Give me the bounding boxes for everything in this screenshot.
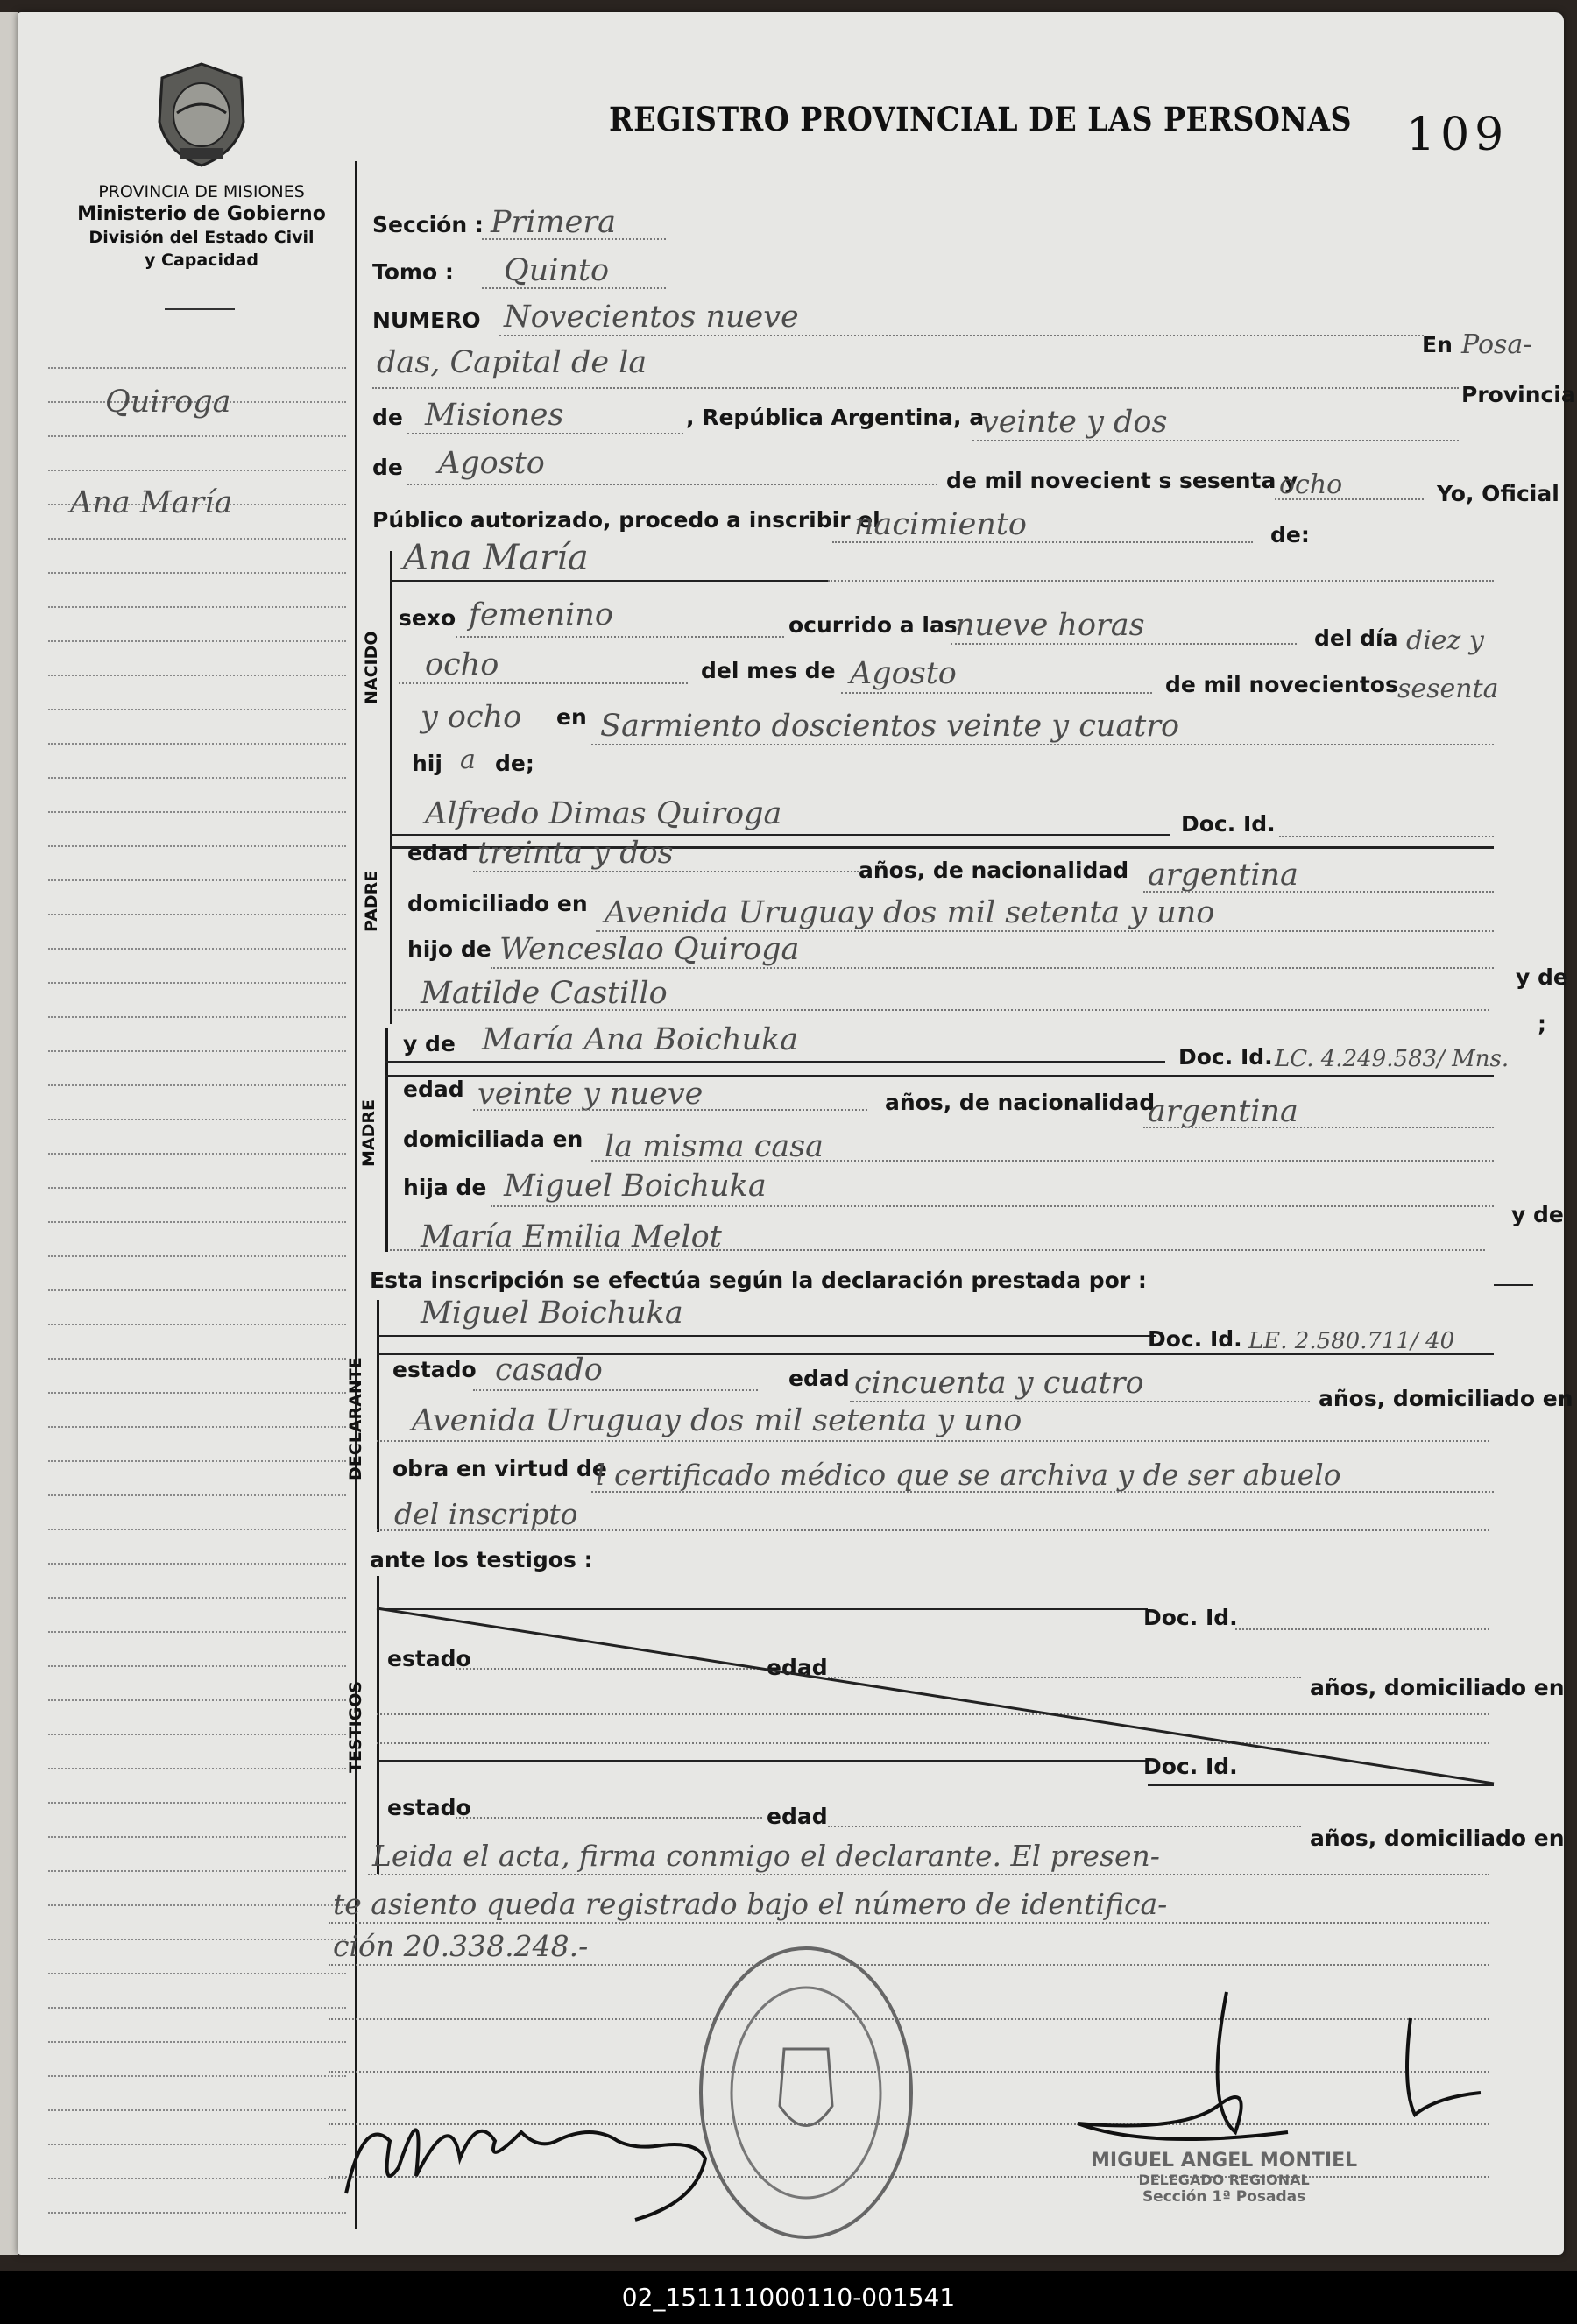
section-nacido: NACIDO bbox=[362, 631, 381, 704]
org-capacity: y Capacidad bbox=[145, 251, 258, 270]
label-madre-y-de2: y de bbox=[1511, 1202, 1564, 1227]
margin-line bbox=[48, 2041, 346, 2043]
label-domiciliada: domiciliada en bbox=[403, 1127, 583, 1152]
margin-line bbox=[48, 1119, 346, 1120]
margin-line bbox=[48, 1631, 346, 1633]
label-anos-domiciliado: años, domiciliado en bbox=[1319, 1386, 1573, 1411]
label-testigo2-anos: años, domiciliado en bbox=[1310, 1826, 1565, 1851]
label-publico: Público autorizado, procedo a inscribir el bbox=[372, 507, 880, 533]
label-estado: estado bbox=[392, 1357, 477, 1382]
label-padre-anos: años, de nacionalidad bbox=[859, 858, 1129, 883]
label-seccion: Sección : bbox=[372, 212, 484, 237]
margin-line bbox=[48, 1324, 346, 1325]
margin-line bbox=[48, 982, 346, 984]
margin-surname: Quiroga bbox=[105, 385, 231, 420]
margin-line bbox=[48, 1460, 346, 1462]
label-de-3: de: bbox=[1270, 522, 1310, 547]
field-obra-1: l certificado médico que se archiva y de ser abuelo bbox=[596, 1458, 1341, 1492]
margin-line bbox=[48, 879, 346, 881]
label-testigo1-estado: estado bbox=[387, 1646, 471, 1671]
margin-line bbox=[48, 1836, 346, 1838]
field-padre-nombre: Alfredo Dimas Quiroga bbox=[425, 796, 782, 831]
field-padre-hijo-de-2: Matilde Castillo bbox=[421, 976, 668, 1011]
margin-line bbox=[48, 1187, 346, 1189]
field-dia2: ocho bbox=[425, 647, 499, 682]
margin-line bbox=[48, 1084, 346, 1086]
label-madre-edad: edad bbox=[403, 1077, 464, 1102]
margin-line bbox=[48, 2212, 346, 2214]
margin-line bbox=[48, 1494, 346, 1496]
label-padre-y-de: y de bbox=[1516, 964, 1568, 990]
margin-line bbox=[48, 572, 346, 574]
margin-line bbox=[48, 948, 346, 950]
field-numero: Novecientos nueve bbox=[504, 300, 799, 335]
label-testigo2-estado: estado bbox=[387, 1795, 471, 1820]
margin-line bbox=[48, 1426, 346, 1428]
margin-given-name: Ana María bbox=[70, 485, 233, 520]
field-obra-2: del inscripto bbox=[394, 1497, 578, 1531]
label-padre-edad: edad bbox=[407, 840, 469, 865]
field-acto: nacimiento bbox=[854, 507, 1027, 542]
field-padre-edad: treinta y dos bbox=[477, 836, 674, 871]
provincial-emblem-icon bbox=[149, 60, 254, 170]
margin-line bbox=[48, 470, 346, 471]
margin-line bbox=[48, 1597, 346, 1599]
label-en: En bbox=[1422, 332, 1453, 357]
label-hij: hij bbox=[412, 751, 442, 776]
official-signature bbox=[1025, 1983, 1507, 2246]
margin-line bbox=[48, 914, 346, 915]
label-sexo: sexo bbox=[399, 605, 456, 631]
field-declarante-nombre: Miguel Boichuka bbox=[421, 1296, 683, 1331]
field-anio: ocho bbox=[1279, 470, 1343, 500]
label-de-mil: de mil novecient s sesenta y bbox=[946, 468, 1298, 493]
label-esta-inscripcion: Esta inscripción se efectúa según la declaración prestada por : bbox=[370, 1268, 1147, 1293]
org-province: PROVINCIA DE MISIONES bbox=[98, 182, 305, 201]
page-title: REGISTRO PROVINCIAL DE LAS PERSONAS bbox=[609, 100, 1353, 138]
label-declarante-doc: Doc. Id. bbox=[1148, 1326, 1242, 1352]
official-seal bbox=[683, 1918, 937, 2268]
label-ante-testigos: ante los testigos : bbox=[370, 1547, 593, 1572]
margin-line bbox=[48, 2178, 346, 2179]
field-declarante-domicilio: Avenida Uruguay dos mil setenta y uno bbox=[412, 1403, 1022, 1438]
margin-line bbox=[48, 811, 346, 813]
field-lugar2: das, Capital de la bbox=[377, 345, 647, 380]
field-mes: Agosto bbox=[850, 656, 957, 691]
label-testigo1-doc: Doc. Id. bbox=[1143, 1605, 1238, 1630]
label-semicolon: ; bbox=[1538, 1011, 1546, 1036]
margin-line bbox=[48, 2109, 346, 2111]
label-hijo-de: hijo de bbox=[407, 936, 491, 962]
section-padre: PADRE bbox=[362, 870, 381, 932]
margin-line bbox=[48, 2007, 346, 2009]
field-madre-hija-de-2: María Emilia Melot bbox=[421, 1219, 722, 1254]
margin-line bbox=[48, 1255, 346, 1257]
label-del-dia: del día bbox=[1314, 625, 1398, 651]
margin-line bbox=[48, 1529, 346, 1530]
label-testigo2-edad: edad bbox=[767, 1804, 828, 1829]
field-padre-hijo-de-1: Wenceslao Quiroga bbox=[499, 932, 800, 967]
birth-register-page bbox=[18, 12, 1576, 2255]
label-madre-doc: Doc. Id. bbox=[1178, 1044, 1273, 1070]
label-de-2: de bbox=[372, 455, 403, 480]
field-madre-doc: LC. 4.249.583/ Mns. bbox=[1275, 1046, 1510, 1072]
margin-line bbox=[48, 1870, 346, 1872]
image-caption: 02_151111000110-001541 bbox=[0, 2271, 1577, 2324]
closing-line-3: ción 20.338.248.- bbox=[333, 1929, 589, 1963]
margin-line bbox=[48, 606, 346, 608]
margin-line bbox=[48, 1734, 346, 1735]
field-declarante-doc: LE. 2.580.711/ 40 bbox=[1248, 1328, 1455, 1354]
stamp-official-role: DELEGADO REGIONAL bbox=[1138, 2172, 1310, 2188]
margin-line bbox=[48, 367, 346, 369]
field-seccion: Primera bbox=[491, 205, 616, 240]
margin-line bbox=[48, 1392, 346, 1394]
field-sexo: femenino bbox=[469, 597, 613, 632]
label-de-mil-2: de mil novecientos bbox=[1165, 672, 1398, 697]
field-madre-hija-de-1: Miguel Boichuka bbox=[504, 1169, 767, 1204]
margin-line bbox=[48, 1802, 346, 1804]
label-hija-de: hija de bbox=[403, 1175, 487, 1200]
margin-line bbox=[48, 2144, 346, 2145]
field-fecha-dia: veinte y dos bbox=[981, 405, 1168, 440]
margin-line bbox=[48, 777, 346, 779]
margin-line bbox=[48, 1973, 346, 1974]
page-number: 109 bbox=[1406, 109, 1510, 161]
section-testigos: TESTIGOS bbox=[346, 1680, 365, 1773]
section-madre: MADRE bbox=[359, 1099, 378, 1167]
margin-line bbox=[48, 538, 346, 540]
declarant-signature bbox=[329, 2062, 740, 2237]
field-declarante-estado: casado bbox=[495, 1353, 603, 1388]
margin-line bbox=[48, 1699, 346, 1701]
label-testigo1-edad: edad bbox=[767, 1655, 828, 1680]
closing-line-1: Leida el acta, firma conmigo el declarante. El presen- bbox=[372, 1839, 1160, 1873]
margin-line bbox=[48, 2075, 346, 2077]
label-numero: NUMERO bbox=[372, 307, 481, 333]
field-hij-suffix: a bbox=[460, 745, 476, 775]
margin-line bbox=[48, 640, 346, 642]
margin-line bbox=[48, 675, 346, 676]
field-tomo: Quinto bbox=[504, 253, 610, 288]
margin-line bbox=[48, 1563, 346, 1565]
label-testigo1-anos: años, domiciliado en bbox=[1310, 1675, 1565, 1700]
field-madre-edad: veinte y nueve bbox=[477, 1077, 704, 1112]
margin-line bbox=[48, 709, 346, 710]
field-provincia: Misiones bbox=[425, 398, 564, 433]
field-madre-nombre: María Ana Boichuka bbox=[482, 1022, 799, 1057]
testigos-void-line bbox=[377, 1608, 1498, 1784]
field-anio1: sesenta bbox=[1397, 674, 1499, 704]
field-padre-nacionalidad: argentina bbox=[1148, 858, 1298, 893]
margin-line bbox=[48, 435, 346, 437]
label-ocurrido: ocurrido a las bbox=[788, 612, 958, 638]
label-de-1: de bbox=[372, 405, 403, 430]
label-yo-oficial: Yo, Oficial bbox=[1437, 481, 1559, 506]
label-en-2: en bbox=[556, 704, 587, 730]
margin-line bbox=[48, 1289, 346, 1291]
margin-line bbox=[48, 1221, 346, 1223]
label-de-4: de; bbox=[495, 751, 534, 776]
margin-line bbox=[48, 1665, 346, 1667]
margin-line bbox=[48, 743, 346, 745]
label-republica: , República Argentina, a bbox=[686, 405, 985, 430]
label-padre-dom: domiciliado en bbox=[407, 891, 588, 916]
field-nombre: Ana María bbox=[403, 538, 589, 578]
label-provincia: Provincia bbox=[1461, 382, 1576, 407]
margin-line bbox=[48, 1016, 346, 1018]
org-ministry: Ministerio de Gobierno bbox=[77, 203, 326, 225]
label-tomo: Tomo : bbox=[372, 259, 454, 285]
margin-line bbox=[48, 1768, 346, 1769]
stamp-official-name: MIGUEL ANGEL MONTIEL bbox=[1091, 2150, 1358, 2172]
field-anio2: y ocho bbox=[421, 700, 522, 735]
label-madre-anos: años, de nacionalidad bbox=[885, 1090, 1156, 1115]
field-madre-domicilio: la misma casa bbox=[605, 1129, 824, 1164]
label-testigo2-doc: Doc. Id. bbox=[1143, 1754, 1238, 1779]
margin-line bbox=[48, 1939, 346, 1940]
field-lugar1: Posa- bbox=[1461, 329, 1532, 360]
label-obra: obra en virtud de bbox=[392, 1456, 607, 1481]
closing-line-2: te asiento queda registrado bajo el número de identifica- bbox=[333, 1887, 1168, 1921]
label-del-mes: del mes de bbox=[701, 658, 836, 683]
margin-line bbox=[48, 1153, 346, 1155]
margin-line bbox=[48, 1358, 346, 1360]
field-hora: nueve horas bbox=[955, 608, 1145, 643]
field-madre-nacionalidad: argentina bbox=[1148, 1094, 1298, 1129]
divider bbox=[165, 308, 235, 310]
field-fecha-mes: Agosto bbox=[438, 446, 545, 481]
field-padre-domicilio: Avenida Uruguay dos mil setenta y uno bbox=[605, 895, 1215, 930]
org-division: División del Estado Civil bbox=[88, 228, 315, 247]
stamp-official-section: Sección 1ª Posadas bbox=[1142, 2188, 1306, 2206]
label-padre-doc: Doc. Id. bbox=[1181, 811, 1276, 837]
margin-line bbox=[48, 1050, 346, 1052]
field-lugar-nacimiento: Sarmiento doscientos veinte y cuatro bbox=[600, 709, 1180, 744]
page-left-edge bbox=[0, 12, 18, 2255]
label-declarante-edad: edad bbox=[788, 1366, 850, 1391]
margin-line bbox=[48, 845, 346, 847]
label-madre-y-de: y de bbox=[403, 1031, 456, 1056]
section-declarante: DECLARANTE bbox=[346, 1357, 365, 1480]
margin-line bbox=[48, 1904, 346, 1906]
field-dia1: diez y bbox=[1406, 625, 1484, 656]
field-declarante-edad: cincuenta y cuatro bbox=[854, 1366, 1144, 1401]
